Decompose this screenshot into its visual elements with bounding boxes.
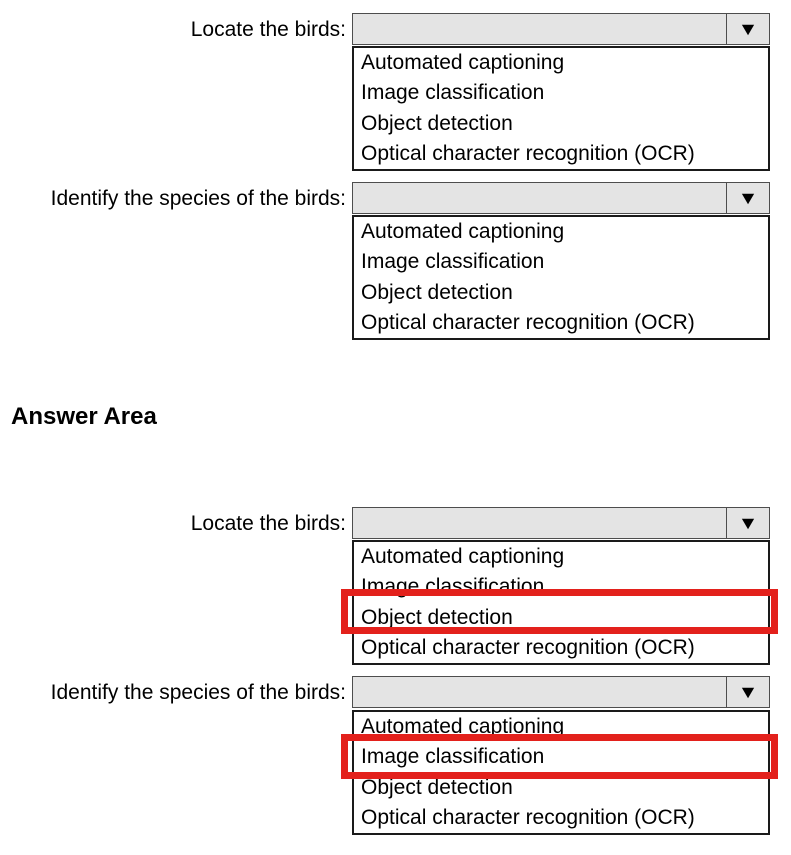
option-automated-captioning[interactable]: Automated captioning [361, 51, 565, 74]
answer-area-heading: Answer Area [11, 403, 157, 430]
option-image-classification[interactable]: Image classification [361, 81, 545, 105]
dropdown-selected-value[interactable] [353, 677, 726, 707]
option-automated-captioning[interactable]: Automated captioning [361, 545, 565, 568]
option-image-classification[interactable]: Image classification [361, 575, 545, 599]
question-label-locate-birds: Locate the birds: [190, 18, 346, 41]
dropdown-arrow-button[interactable] [726, 183, 769, 213]
option-object-detection[interactable]: Object detection [361, 605, 513, 629]
option-object-detection[interactable]: Object detection [361, 280, 513, 304]
dropdown-arrow-button[interactable] [726, 508, 769, 538]
answer-label-identify-species: Identify the species of the birds: [50, 681, 346, 704]
option-object-detection[interactable]: Object detection [361, 775, 513, 799]
dropdown-locate-birds[interactable] [352, 13, 770, 45]
option-automated-captioning[interactable]: Automated captioning [361, 715, 565, 738]
chevron-down-icon: ▼ [737, 188, 759, 208]
answer-dropdown-locate-birds[interactable] [352, 507, 770, 539]
chevron-down-icon: ▼ [737, 513, 759, 533]
question-label-identify-species: Identify the species of the birds: [50, 187, 346, 210]
option-ocr[interactable]: Optical character recognition (OCR) [361, 805, 695, 829]
dropdown-arrow-button[interactable] [726, 677, 769, 707]
dropdown-arrow-button[interactable] [726, 14, 769, 44]
chevron-down-icon: ▼ [737, 682, 759, 702]
chevron-down-icon: ▼ [737, 19, 759, 39]
option-ocr[interactable]: Optical character recognition (OCR) [361, 635, 695, 659]
option-ocr[interactable]: Optical character recognition (OCR) [361, 141, 695, 165]
answer-option-list-locate-birds [352, 540, 770, 665]
dropdown-identify-species[interactable] [352, 182, 770, 214]
option-list-locate-birds [352, 46, 770, 171]
option-automated-captioning[interactable]: Automated captioning [361, 220, 565, 243]
option-image-classification[interactable]: Image classification [361, 250, 545, 274]
option-image-classification[interactable]: Image classification [361, 745, 545, 769]
option-object-detection[interactable]: Object detection [361, 111, 513, 135]
dropdown-selected-value[interactable] [353, 183, 726, 213]
dropdown-selected-value[interactable] [353, 508, 726, 538]
answer-dropdown-identify-species[interactable] [352, 676, 770, 708]
option-list-identify-species [352, 215, 770, 340]
dropdown-selected-value[interactable] [353, 14, 726, 44]
answer-option-list-identify-species [352, 710, 770, 835]
option-ocr[interactable]: Optical character recognition (OCR) [361, 310, 695, 334]
answer-label-locate-birds: Locate the birds: [190, 512, 346, 535]
